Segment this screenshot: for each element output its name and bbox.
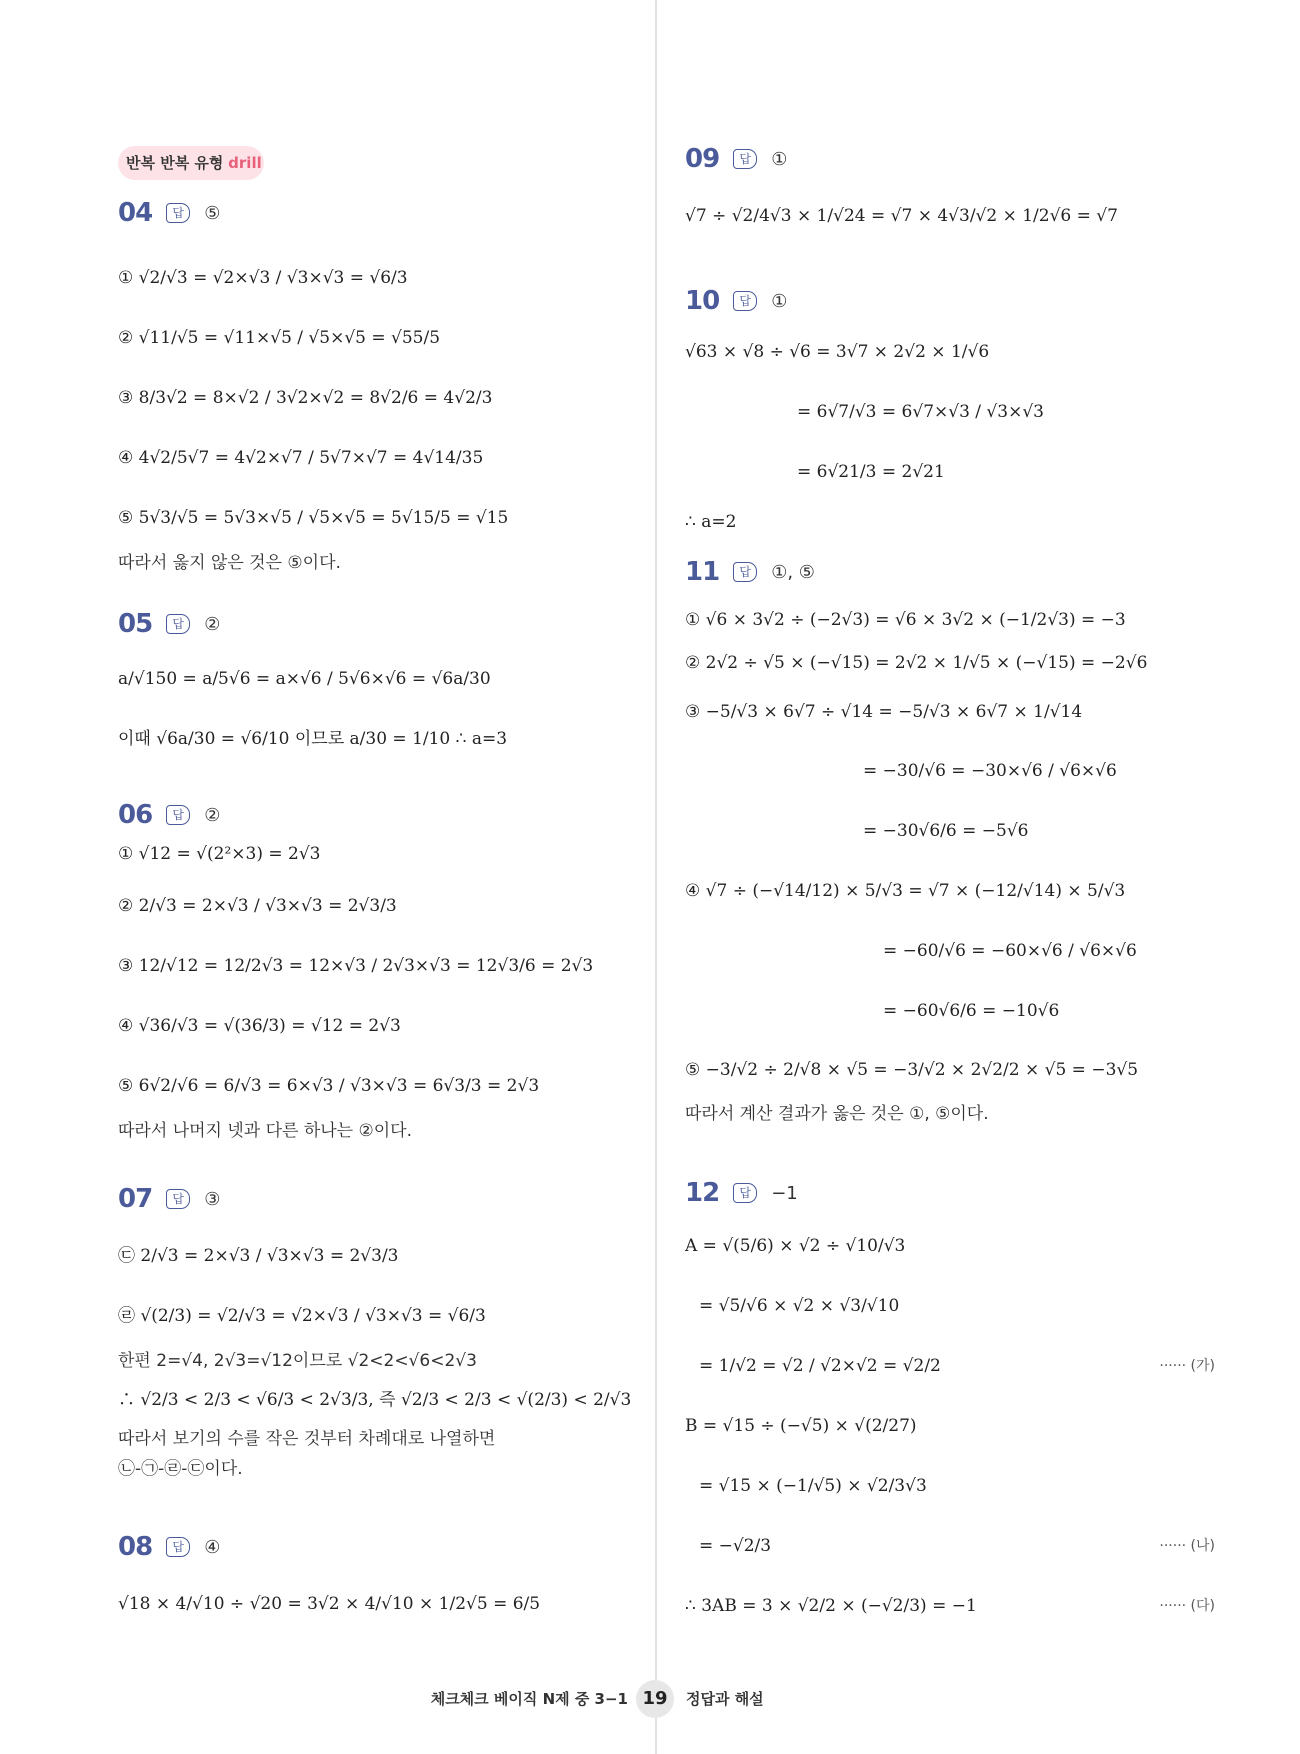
solution-line: ③ −5/√3 × 6√7 ÷ √14 = −5/√3 × 6√7 × 1/√14 xyxy=(685,702,1083,722)
solution-line: a/√150 = a/5√6 = a×√6 / 5√6×√6 = √6a/30 xyxy=(118,669,491,689)
problem-05 xyxy=(118,607,638,769)
solution-line-text: = −√2/3 xyxy=(699,1536,772,1556)
solution-line: ① √2/√3 = √2×√3 / √3×√3 = √6/3 xyxy=(118,268,408,288)
problem-number: 08 xyxy=(118,1532,153,1562)
solution-line xyxy=(685,1516,1215,1576)
answer-value: ② xyxy=(204,804,221,826)
answer-icon: 답 xyxy=(166,805,190,825)
badge-title: 반복 반복 유형 xyxy=(126,154,224,172)
solution-line: ㉡-㉠-㉣-㉢이다. xyxy=(118,1459,243,1479)
answer-icon: 답 xyxy=(733,291,757,311)
solution-line: ② 2√2 ÷ √5 × (−√15) = 2√2 × 1/√5 × (−√15) = −2√6 xyxy=(685,653,1148,673)
answer-icon: 답 xyxy=(733,149,757,169)
solution-line: ⑤ 5√3/√5 = 5√3×√5 / √5×√5 = 5√15/5 = √15 xyxy=(118,508,509,528)
solution-line: ∴ √2/3 < 2/3 < √6/3 < 2√3/3, 즉 √2/3 < 2/3 < √(2/3) < 2/√3 xyxy=(118,1390,632,1410)
answer-value: ① xyxy=(771,148,788,170)
problem-number: 10 xyxy=(685,286,720,316)
solution-line: ㉢ 2/√3 = 2×√3 / √3×√3 = 2√3/3 xyxy=(118,1246,399,1266)
solution-line: ∴ a=2 xyxy=(685,512,737,532)
answer-value: ①, ⑤ xyxy=(771,561,815,583)
answer-icon: 답 xyxy=(733,562,757,582)
solution-line: ② 2/√3 = 2×√3 / √3×√3 = 2√3/3 xyxy=(118,896,397,916)
answer-icon: 답 xyxy=(166,1537,190,1557)
page-footer xyxy=(0,1680,1300,1720)
book-title: 체크체크 베이직 N제 중 3−1 xyxy=(430,1690,628,1708)
problem-08 xyxy=(118,1530,638,1634)
solution-line: A = √(5/6) × √2 ÷ √10/√3 xyxy=(685,1236,906,1256)
section-title: 정답과 해설 xyxy=(686,1690,764,1708)
conclusion: 따라서 계산 결과가 옳은 것은 ①, ⑤이다. xyxy=(685,1104,989,1124)
problem-12 xyxy=(685,1176,1215,1636)
solution-line: ③ 8/3√2 = 8×√2 / 3√2×√2 = 8√2/6 = 4√2/3 xyxy=(118,388,493,408)
answer-icon: 답 xyxy=(733,1183,757,1203)
page-number: 19 xyxy=(636,1680,674,1718)
problem-number: 09 xyxy=(685,144,720,174)
solution-line: √63 × √8 ÷ √6 = 3√7 × 2√2 × 1/√6 xyxy=(685,342,990,362)
answer-icon: 답 xyxy=(166,1189,190,1209)
problem-07 xyxy=(118,1182,638,1484)
answer-value: ① xyxy=(771,290,788,312)
solution-line: 이때 √6a/30 = √6/10 이므로 a/30 = 1/10 ∴ a=3 xyxy=(118,729,508,749)
solution-line: ④ √7 ÷ (−√14/12) × 5/√3 = √7 × (−12/√14) × 5/√3 xyxy=(685,881,1126,901)
step-tag-ga: ······ (가) xyxy=(1159,1358,1215,1374)
step-tag-na: ······ (나) xyxy=(1159,1538,1215,1554)
solution-line: ① √6 × 3√2 ÷ (−2√3) = √6 × 3√2 × (−1/2√3) = −3 xyxy=(685,610,1126,630)
solution-line xyxy=(685,1336,1215,1396)
solution-line: = 6√7/√3 = 6√7×√3 / √3×√3 xyxy=(797,402,1044,422)
problem-10 xyxy=(685,284,1215,542)
answer-icon: 답 xyxy=(166,203,190,223)
solution-line: √18 × 4/√10 ÷ √20 = 3√2 × 4/√10 × 1/2√5 = 6/5 xyxy=(118,1594,541,1614)
solution-line: ④ 4√2/5√7 = 4√2×√7 / 5√7×√7 = 4√14/35 xyxy=(118,448,484,468)
solution-line: = −60√6/6 = −10√6 xyxy=(883,1001,1060,1021)
solution-line: ⑤ 6√2/√6 = 6/√3 = 6×√3 / √3×√3 = 6√3/3 = 2√3 xyxy=(118,1076,540,1096)
problem-number: 06 xyxy=(118,800,153,830)
solution-line: = −30/√6 = −30×√6 / √6×√6 xyxy=(863,761,1117,781)
answer-value: ② xyxy=(204,613,221,635)
problem-09 xyxy=(685,142,1215,246)
step-tag-da: ······ (다) xyxy=(1159,1598,1215,1614)
solution-line: ㉣ √(2/3) = √2/√3 = √2×√3 / √3×√3 = √6/3 xyxy=(118,1306,486,1326)
problem-11 xyxy=(685,555,1215,1129)
solution-line: 따라서 보기의 수를 작은 것부터 차례대로 나열하면 xyxy=(118,1429,496,1449)
column-divider xyxy=(655,0,657,1754)
solution-line-text: = 1/√2 = √2 / √2×√2 = √2/2 xyxy=(699,1356,941,1376)
solution-line: = −30√6/6 = −5√6 xyxy=(863,821,1029,841)
solution-line: = √5/√6 × √2 × √3/√10 xyxy=(699,1296,900,1316)
answer-value: −1 xyxy=(771,1182,798,1204)
solution-line-text: ∴ 3AB = 3 × √2/2 × (−√2/3) = −1 xyxy=(685,1596,977,1616)
solution-line: ③ 12/√12 = 12/2√3 = 12×√3 / 2√3×√3 = 12√3/6 = 2√3 xyxy=(118,956,594,976)
solution-line: = −60/√6 = −60×√6 / √6×√6 xyxy=(883,941,1137,961)
solution-line: = 6√21/3 = 2√21 xyxy=(797,462,945,482)
problem-04 xyxy=(118,196,638,578)
section-badge xyxy=(118,146,264,180)
solution-line: ⑤ −3/√2 ÷ 2/√8 × √5 = −3/√2 × 2√2/2 × √5 = −3√5 xyxy=(685,1060,1139,1080)
answer-icon: 답 xyxy=(166,614,190,634)
problem-number: 05 xyxy=(118,609,153,639)
solution-line: ① √12 = √(2²×3) = 2√3 xyxy=(118,844,321,864)
answer-value: ⑤ xyxy=(204,202,221,224)
problem-number: 04 xyxy=(118,198,153,228)
conclusion: 따라서 나머지 넷과 다른 하나는 ②이다. xyxy=(118,1121,412,1141)
answer-value: ③ xyxy=(204,1188,221,1210)
problem-number: 12 xyxy=(685,1178,720,1208)
problem-number: 07 xyxy=(118,1184,153,1214)
solution-line: B = √15 ÷ (−√5) × √(2/27) xyxy=(685,1416,917,1436)
solution-line: ④ √36/√3 = √(36/3) = √12 = 2√3 xyxy=(118,1016,401,1036)
solution-line xyxy=(685,1576,1215,1636)
solution-line: √7 ÷ √2/4√3 × 1/√24 = √7 × 4√3/√2 × 1/2√6 = √7 xyxy=(685,206,1118,226)
badge-drill: drill xyxy=(228,154,262,172)
solution-line: 한편 2=√4, 2√3=√12이므로 √2<2<√6<2√3 xyxy=(118,1351,477,1371)
problem-06 xyxy=(118,798,638,1146)
solution-line: ② √11/√5 = √11×√5 / √5×√5 = √55/5 xyxy=(118,328,441,348)
conclusion: 따라서 옳지 않은 것은 ⑤이다. xyxy=(118,553,341,573)
answer-value: ④ xyxy=(204,1536,221,1558)
solution-line: = √15 × (−1/√5) × √2/3√3 xyxy=(699,1476,927,1496)
problem-number: 11 xyxy=(685,557,720,587)
